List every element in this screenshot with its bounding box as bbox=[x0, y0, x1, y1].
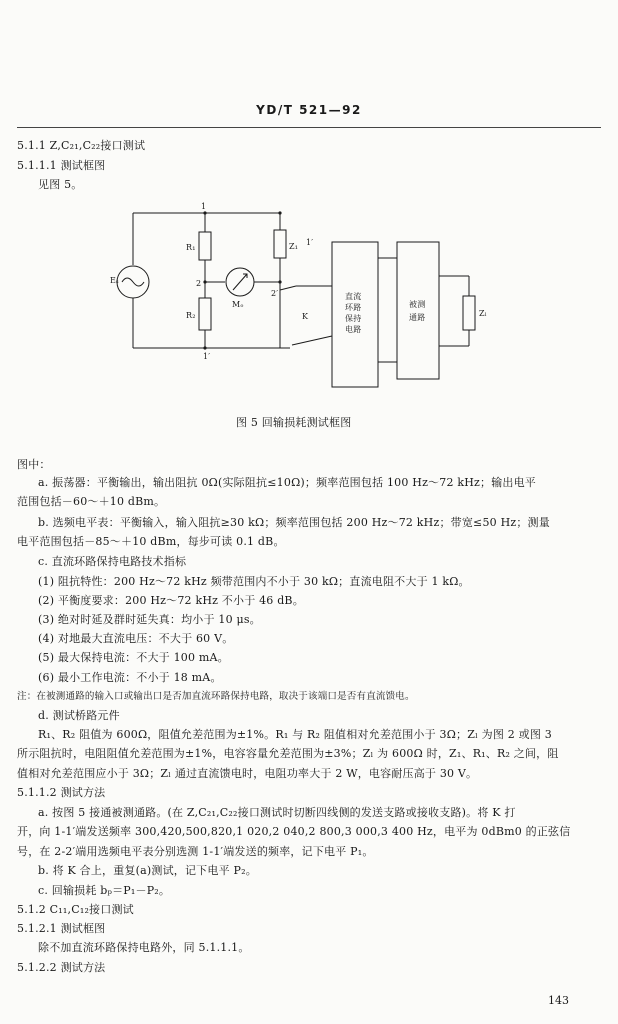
section-5-1-1-1-title: 5.1.1.1 测试框图 bbox=[17, 159, 106, 172]
label-node-1p: 1′ bbox=[203, 352, 211, 361]
see-figure-text: 见图 5。 bbox=[38, 178, 83, 191]
item-d-line2: 所示阻抗时，电阻阻值允差范围为±1%，电容容量允差范围为±3%；Zₗ 为 600Ω 时，Z₁、R₁、R₂ 之间，阻 bbox=[17, 747, 559, 760]
section-5-1-2-1-title: 5.1.2.1 测试框图 bbox=[17, 922, 106, 935]
item-c3: (3) 绝对时延及群时延失真：均小于 10 μs。 bbox=[38, 613, 261, 626]
section-5-1-1-2-title: 5.1.1.2 测试方法 bbox=[17, 786, 106, 799]
impedance-z1 bbox=[274, 230, 286, 258]
item-b-line1: b. 选频电平表：平衡输入，输入阻抗≥30 kΩ；频率范围包括 200 Hz～72 kHz；带宽≤50 Hz；测量 bbox=[38, 516, 550, 529]
label-r2: R₂ bbox=[186, 311, 196, 320]
channel-under-test-box bbox=[397, 242, 439, 379]
note-text: 注：在被测通路的输入口或输出口是否加直流环路保持电路，取决于该端口是否有直流馈电。 bbox=[17, 691, 415, 702]
label-node-2: 2 bbox=[196, 279, 202, 288]
section-5-1-2-title: 5.1.2 C₁₁,C₁₂接口测试 bbox=[17, 903, 134, 916]
box2-line2: 通路 bbox=[409, 313, 426, 322]
item-d-line1: R₁、R₂ 阻值为 600Ω，阻值允差范围为±1%。R₁ 与 R₂ 阻值相对允差范围小于 3Ω；Zₗ 为图 2 或图 3 bbox=[38, 728, 552, 741]
item-c4: (4) 对地最大直流电压：不大于 60 V。 bbox=[38, 632, 234, 645]
item-c-title: c. 直流环路保持电路技术指标 bbox=[38, 555, 187, 568]
item-c6: (6) 最小工作电流：不小于 18 mA。 bbox=[38, 671, 222, 684]
label-node-1: 1 bbox=[201, 202, 207, 211]
item-b-line2: 电平范围包括－85～＋10 dBm，每步可读 0.1 dB。 bbox=[17, 535, 285, 548]
section-5-1-2-2-title: 5.1.2.2 测试方法 bbox=[17, 961, 106, 974]
item-d-title: d. 测试桥路元件 bbox=[38, 709, 120, 722]
box1-line2: 环路 bbox=[345, 303, 362, 312]
item-c1: (1) 阻抗特性：200 Hz～72 kHz 频带范围内不小于 30 kΩ；直流电阻不大于 1 kΩ。 bbox=[38, 575, 470, 588]
label-r1: R₁ bbox=[186, 243, 196, 252]
label-node-2p: 2′ bbox=[271, 289, 279, 298]
method-c: c. 回输损耗 bₚ＝P₁－P₂。 bbox=[38, 884, 171, 897]
method-a-line2: 开，向 1-1′端发送频率 300,420,500,820,1 020,2 040,2 800,3 000,3 400 Hz，电平为 0dBm0 的正弦信 bbox=[17, 825, 571, 838]
label-es: Eₛ bbox=[110, 276, 119, 285]
item-c2: (2) 平衡度要求：200 Hz～72 kHz 不小于 46 dB。 bbox=[38, 594, 304, 607]
item-a-line1: a. 振荡器：平衡输出，输出阻抗 0Ω(实际阻抗≤10Ω)；频率范围包括 100 Hz～72 kHz；输出电平 bbox=[38, 476, 537, 489]
method-a-line3: 号，在 2-2′端用选频电平表分别选测 1-1′端发送的频率，记下电平 P₁。 bbox=[17, 845, 374, 858]
label-k: K bbox=[302, 312, 309, 321]
method-b: b. 将 K 合上，重复(a)测试，记下电平 P₂。 bbox=[38, 864, 257, 877]
resistor-r2 bbox=[199, 298, 211, 330]
page-number: 143 bbox=[548, 994, 569, 1007]
box2-line1: 被测 bbox=[409, 300, 426, 309]
load-impedance-zl bbox=[463, 296, 475, 330]
label-m: Mₒ bbox=[232, 300, 244, 309]
section-5-1-1-title: 5.1.1 Z,C₂₁,C₂₂接口测试 bbox=[17, 139, 146, 152]
running-header: YD/T 521—92 bbox=[256, 103, 362, 117]
section-5-1-2-1-body: 除不加直流环路保持电路外，同 5.1.1.1。 bbox=[38, 941, 250, 954]
method-a-line1: a. 按图 5 接通被测通路。(在 Z,C₂₁,C₂₂接口测试时切断四线侧的发送支路或接收支路)。将 K 打 bbox=[38, 806, 516, 819]
box1-line1: 直流 bbox=[345, 292, 362, 301]
item-c5: (5) 最大保持电流：不大于 100 mA。 bbox=[38, 651, 229, 664]
legend-intro: 图中： bbox=[17, 458, 51, 471]
label-zl: Zₗ bbox=[479, 309, 487, 318]
resistor-r1 bbox=[199, 232, 211, 260]
item-d-line3: 值相对允差范围应小于 3Ω；Zₗ 通过直流馈电时，电阻功率大于 2 W，电容耐压高于 30 V。 bbox=[17, 767, 478, 780]
label-node-1p-right: 1′ bbox=[306, 238, 314, 247]
box1-line4: 电路 bbox=[345, 325, 362, 334]
label-z1: Z₁ bbox=[289, 242, 299, 251]
figure-caption: 图 5 回输损耗测试框图 bbox=[236, 416, 352, 429]
circuit-diagram bbox=[0, 0, 618, 440]
box1-line3: 保持 bbox=[345, 314, 362, 323]
item-a-line2: 范围包括－60～＋10 dBm。 bbox=[17, 495, 166, 508]
